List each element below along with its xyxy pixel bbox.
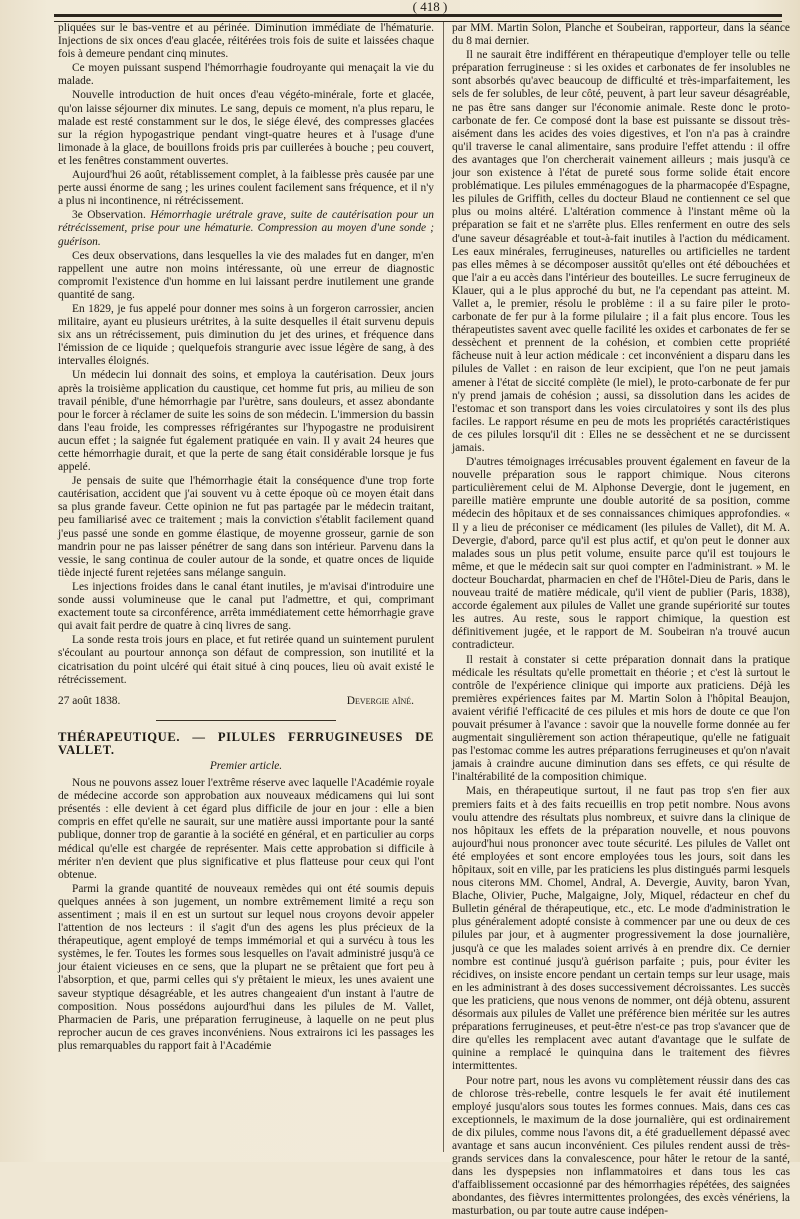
paragraph: Aujourd'hui 26 août, rétablissement complet, à la faiblesse près causée par une perte aussi énorme de sang ; les urines coulent facilement sans fréquence, et il n'y a plus ni incontinence, ni rétrécissement. <box>58 169 434 208</box>
observation-heading <box>58 209 434 248</box>
paragraph: Nouvelle introduction de huit onces d'eau végéto-minérale, forte et glacée, qu'on laisse séjourner dix minutes. Le sang, depuis ce moment, n'a plus reparu, le malade est resté constamment sur le dos, le siége élevé, des compresses glacées sur la région hypogastrique pendant vingt-quatre heures et à l'usage d'une limonade à la glace, de bouillons froids pris par cuillerées à bouche ; peu couvert, et les fenêtres constamment ouvertes. <box>58 89 434 167</box>
paragraph: Les injections froides dans le canal étant inutiles, je m'avisai d'introduire une sonde aussi volumineuse que le canal put l'admettre, et qui, comprimant exactement toute sa circonférence, arrêta immédiatement cette hémorrhagie grave qui avait fait perdre de quatre à cinq livres de sang. <box>58 580 434 633</box>
paragraph: Je pensais de suite que l'hémorrhagie était la conséquence d'une trop forte cautérisation, accident que j'ai souvent vu à cette époque où ce moyen était dans sa plus grande faveur. Cette opinion ne fut pas partagée par le médecin traitant, peu familiarisé avec ce traitement ; mais la conviction s'établit facilement quand j'eus passé une sonde en gomme élastique, de moyenne grosseur, garnie de son mandrin pour ne pas laisser pénétrer de sang dans son intérieur. Parvenu dans la vessie, le sang continua de couler autour de la sonde, et quatre onces de liquide tiède injecté furent rejetées sans mélange sanguin. <box>58 475 434 579</box>
header-rule <box>54 14 782 22</box>
paragraph: Pour notre part, nous les avons vu complètement réussir dans des cas de chlorose très-rebelle, contre lesquels le fer avait été inutilement employé jusqu'alors sous toutes les formes connues. Mais, dans ces cas exceptionnels, le maximum de la dose journalière, qui est ordinairement de dix pilules, comme nous l'avons dit, a été graduellement dépassé avec avantage et sans aucun inconvénient. Ces pilules rendent aussi de très-grands services dans la convalescence, pour hâter le retour de la santé, dans les dyspepsies non inflammatoires et dans tous les cas d'affaiblissement occasionné par des hémorrhagies répétées, des saignées abondantes, des fièvres intermittentes prolongées, des excès vénériens, la masturbation, ou par toute autre cause indépen- <box>452 1074 790 1218</box>
article-title: Premier article. <box>209 759 283 772</box>
paragraph: Ce moyen puissant suspend l'hémorrhagie foudroyante qui menaçait la vie du malade. <box>58 62 434 88</box>
paragraph: par MM. Martin Solon, Planche et Soubeiran, rapporteur, dans la séance du 8 mai dernier. <box>452 22 790 48</box>
paragraph: D'autres témoignages irrécusables prouvent également en faveur de la nouvelle préparation sous le rapport chimique. Nous citerons particulièrement celui de M. Alphonse Devergie, dont le jugement, en pareille matière emprunte une double autorité de sa position, comme médecin des hôpitaux et de ses connaissances chimiques approfondies. « Il y a lieu de préconiser ce médicament (les pilules de Vallet), dit M. A. Devergie, d'abord, parce qu'il est plus actif, et qu'on peut le donner aux malades sous un plus petit volume, ensuite parce qu'il est toujours le même, et que le médecin sait sur quoi compter en l'administrant. » M. le docteur Bouchardat, pharmacien en chef de l'Hôtel-Dieu de Paris, dans le nouveau traité de matière médicale, qu'il vient de publier (Paris, 1838), accorde également aux pilules de Vallet une grande supériorité sur toutes les autres. Au reste, sous le rapport chimique, la question est définitivement jugée, et le rapport de M. Soubeiran n'a trouvé aucun contradicteur. <box>452 456 790 652</box>
paragraph: Il restait à constater si cette préparation donnait dans la pratique médicale les résultats qu'elle promettait en théorie ; et c'est là surtout le contrôle de l'expérience clinique qui importe aux praticiens. Déjà les premières expériences faites par M. Martin Solon à l'hôpital Beaujon, avaient vérifié l'efficacité de ces pilules et mis hors de doute ce que l'on pouvait présumer à l'avance : savoir que la nouvelle forme donnée au fer augmentait singulièrement son action thérapeutique, qu'elle ne fatiguait pas l'estomac comme les autres préparations ferrugineuses et qu'on n'avait jamais à craindre aucune diminution dans ses effets, ce qui résulte de l'inaltérabilité de la composition chimique. <box>452 653 790 784</box>
paragraph: En 1829, je fus appelé pour donner mes soins à un forgeron carrossier, ancien militaire, ayant eu plusieurs urétrites, à la suite desquelles il était survenu depuis six ans un rétrécissement, puis diminution du jet des urines, et fréquence dans l'émission de ce liquide ; quelquefois strangurie avec issue légère de sang, à des intervalles éloignés. <box>58 302 434 368</box>
paragraph: Mais, en thérapeutique surtout, il ne faut pas trop s'en fier aux premiers faits et à des faits recueillis en trop petit nombre. Nous avons voulu attendre des résultats plus nombreux, et suivre dans la clinique de nos hôpitaux les effets de la préparation nouvelle, et nous pouvons aujourd'hui nous prononcer avec toute sécurité. Les pilules de Vallet ont été employées et sont encore employées tous les jours, soit dans les hôpitaux, soit en ville, par les praticiens les plus distingués parmi lesquels nous citerons MM. Chomel, Andral, A. Devergie, Auvity, baron Yvan, Blache, Olivier, Puche, Malgaigne, Joly, Miquel, rédacteur en chef du Bulletin général de thérapeutique, etc., etc. Le mode d'administration le plus généralement adopté consiste à commencer par une ou deux de ces pilules par jour, et à augmenter progressivement la dose journalière, jusqu'à ce que les malades soient arrivés à en prendre dix. Ce dernier nombre est continué jusqu'à guérison parfaite ; puis, pour éviter les récidives, on insiste encore pendant un certain temps sur leur usage, mais en les administrant à des doses successivement décroissantes. Les succès que les praticiens, que nous venons de nommer, ont déjà obtenu, assurent désormais aux pilules de Vallet une préférence bien méritée sur les autres préparations ferrugineuses, et peut-être n'est-ce pas trop s'avancer que de dire qu'elles les remplacent avec autant d'avantage que le sulfate de quinine a remplacé le quinquina dans le traitement des fièvres intermittentes. <box>452 785 790 1073</box>
paragraph: Un médecin lui donnait des soins, et employa la cautérisation. Deux jours après la troisième application du caustique, cet homme fut pris, au milieu de son travail pénible, d'une hémorrhagie par l'urètre, sans douleurs, et assez abondante pour le forcer à réclamer de suite les soins de son médecin. L'immersion du bassin dans l'eau froide, les compresses réfrigérantes sur l'hypogastre ne produisirent aucun effet ; la saignée fut également pratiquée en vain. Il y avait 24 heures que cette hémorrhagie durait, et que la perte de sang était considérable lorsque je fus appelé. <box>58 369 434 474</box>
paragraph: Parmi la grande quantité de nouveaux remèdes qui ont été soumis depuis quelques années à son jugement, un nombre extrêmement limité a reçu son assentiment ; mais il en est un surtout sur lequel nous croyons devoir appeler l'attention de nos lecteurs : il s'agit d'un des agens les plus précieux de la thérapeutique, agent employé de temps immémorial et qui a survécu à tous les systèmes, le fer. Toutes les formes sous lesquelles on l'avait administré jusqu'à ce jour étaient vicieuses en ce sens, que la plupart ne se prêtaient que fort peu à l'absorption, et que, parmi celles qui s'y prêtaient le mieux, les unes avaient une saveur styptique désagréable, et les autres changeaient d'un instant à l'autre de composition. Nous possédons aujourd'hui dans les pilules de M. Vallet, Pharmacien de Paris, une préparation ferrugineuse, à laquelle on ne peut plus reprocher aucun de ces graves inconvéniens. Nous extrairons ici les passages les plus remarquables du rapport fait à l'Académie <box>58 882 434 1052</box>
page-number: ( 418 ) <box>400 0 460 14</box>
left-column <box>58 22 434 1152</box>
paragraph: Nous ne pouvons assez louer l'extrême réserve avec laquelle l'Académie royale de médecine accorde son approbation aux nouveaux médicamens qui lui sont présentés : elle devient à cet égard plus difficile de jour en jour : elle a bien compris en effet qu'elle ne saurait, sur une matière aussi importante pour la santé publique, donner trop de garantie à la société en général, et en particulier au corps médical qu'elle est chargée de représenter. Mais cette approbation si difficile à mériter n'en devient que plus significative et plus flatteuse pour ceux qui l'ont obtenue. <box>58 777 434 881</box>
paragraph: Il ne saurait être indifférent en thérapeutique d'employer telle ou telle préparation ferrugineuse : si les oxides et carbonates de fer insolubles ne sont absorbés qu'avec beaucoup de difficulté et très-imparfaitement, les sels de fer solubles, de leur côté, peuvent, à part leur saveur désagréable, ne pas être sans danger sur l'économie animale. Reste donc le proto-carbonate de fer. Ce composé dont la base est puissante se dissout très-aisément dans les acides des voies digestives, et l'on n'a pas à craindre qu'il traverse le canal alimentaire, sans produire l'effet attendu : il offre des avantages que l'on chercherait vainement ailleurs ; mais jusqu'à ce jour son existence à l'état de pureté sous forme solide était encore problématique. Les pilules emménagogues de la pharmacopée d'Espagne, les pilules de Griffith, celles du docteur Blaud ne contiennent ce sel que plus ou moins altéré. L'altération commence à l'instant même où la préparation se fait et ne s'arrête plus. Elles renferment en outre des sels d'une saveur désagréable et tout-à-fait inutiles à l'action du médicament. Les eaux minérales, ferrugineuses, naturelles ou artificielles ne tardent pas elles mêmes à se décomposer aussitôt qu'elles ont été débouchées et que l'air a eu accès dans l'intérieur des bouteilles. Le sucre ferrugineux de Klauer, qui a le plus approché du but, ne l'a cependant pas atteint. M. Vallet a, le premier, résolu le problème : il a su faire piler le proto-carbonate de fer pur à la forme pilulaire ; il a fait plus encore. Tous les thérapeutistes savent avec quelle facilité les oxides et carbonates de fer se dessèchent et prennent de la cohésion, et combien cette propriété fâcheuse nuit à leur action médicale : cet inconvénient a disparu dans les pilules de Vallet : en raison de leur excipient, que l'on ne peut jamais amener à l'état de siccité complète (le miel), le proto-carbonate de fer pur n'y prend jamais de cohésion ; aussi, sa dissolution dans les acides de l'estomac et son transport dans les voies circulatoires y sont ils des plus faciles. Le rapport résume en peu de mots les propriétés caractéristiques de ces pilules lorsqu'il dit : Elles ne se dessèchent et ne se durcissent jamais. <box>452 49 790 454</box>
section-divider <box>156 720 336 721</box>
column-divider <box>443 22 444 1152</box>
right-column <box>452 22 790 1218</box>
paragraph: La sonde resta trois jours en place, et fut retirée quand un suintement purulent s'écoulant au pourtour annonça son défaut de compression, son inutilité et la cicatrisation du point ulcéré qui était situé à cinq pouces, lieu où avait existé le rétrécissement. <box>58 634 434 686</box>
article-date: 27 août 1838. <box>58 694 121 707</box>
article-author: Devergie aîné. <box>346 694 414 707</box>
paragraph: pliquées sur le bas-ventre et au périnée. Diminution immédiate de l'hématurie. Injections de six onces d'eau glacée, réitérées trois fois de suite et laissées chaque fois à demeure pendant cinq minutes. <box>58 22 434 61</box>
section-heading: THÉRAPEUTIQUE. — PILULES FERRUGINEUSES DE VALLET. <box>58 729 434 757</box>
signature-line <box>58 695 434 708</box>
paragraph: Ces deux observations, dans lesquelles la vie des malades fut en danger, m'en rappellent une autre non moins intéressante, où une erreur de diagnostic compromit l'existence d'un homme en lui laissant perdre inutilement une grande quantité de sang. <box>58 249 434 301</box>
observation-label: 3e Observation. <box>72 209 146 222</box>
observation-title: Hémorrhagie urétrale grave, suite de cautérisation pour un rétrécissement, prise pour une hématurie. Compression au moyen d'une sonde ; guérison. <box>58 209 434 248</box>
